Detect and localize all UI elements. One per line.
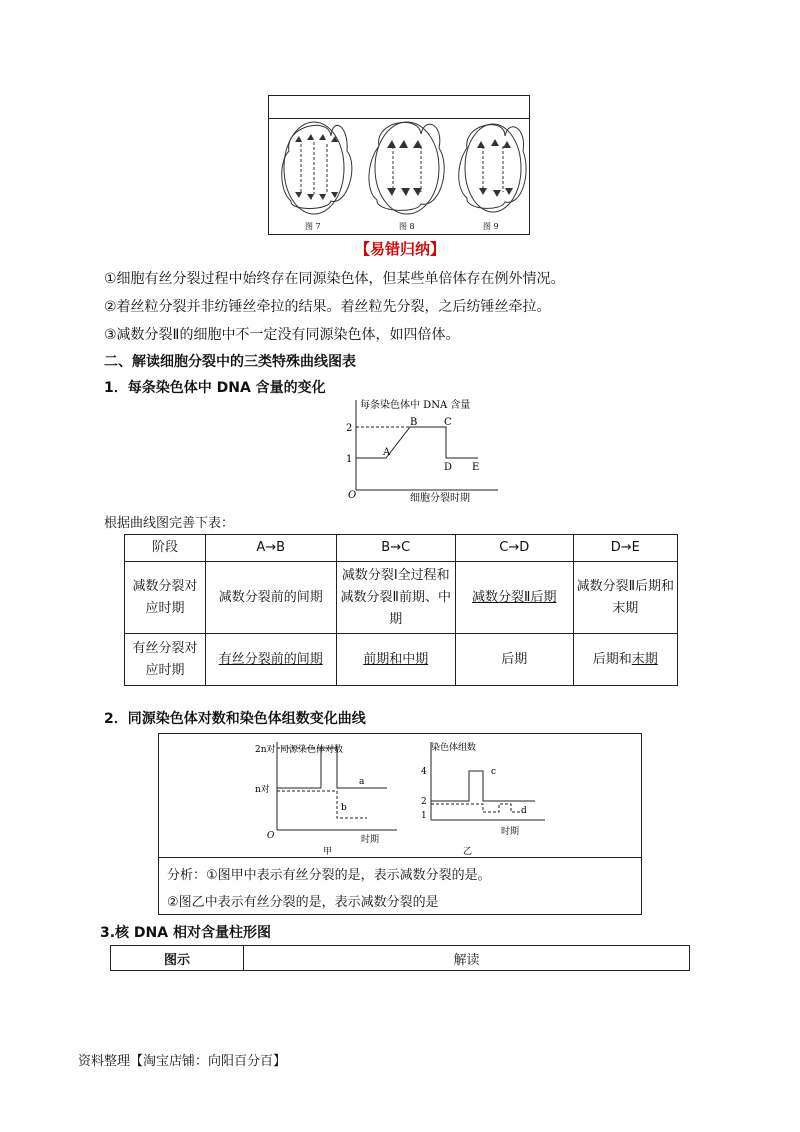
analysis-1: 分析：①图甲中表示有丝分裂的是，表示减数分裂的是。 [167, 868, 491, 883]
yi-tick-2: 2 [421, 797, 427, 807]
yi-xlabel: 时期 [501, 827, 520, 837]
yi-ylabel: 染色体组数 [431, 743, 477, 753]
yi-curve-c: c [491, 767, 497, 777]
header-ab: A→B [205, 535, 336, 562]
meiosis-ab: 减数分裂前的间期 [205, 562, 336, 634]
mitosis-bc: 前期和中期 [336, 634, 455, 686]
header-cd: C→D [455, 535, 573, 562]
table-intro: 根据曲线图完善下表： [104, 516, 235, 531]
point-e: E [472, 462, 480, 473]
graph1-ylabel: 每条染色体中 DNA 含量 [360, 400, 471, 411]
jia-curve-a: a [359, 777, 365, 787]
yi-caption: 乙 [463, 847, 473, 856]
jia-ylabel: 同源染色体对数 [280, 745, 344, 755]
section-2-heading: 二、解读细胞分裂中的三类特殊曲线图表 [104, 354, 356, 370]
note-2: ②着丝粒分裂并非纺锤丝牵拉的结果。着丝粒先分裂，之后纺锤丝牵拉。 [104, 299, 551, 315]
analysis-divider [159, 857, 641, 858]
row-mitosis-label: 有丝分裂对应时期 [125, 634, 206, 686]
subsection-2-heading: 2．同源染色体对数和染色体组数变化曲线 [104, 711, 366, 727]
point-b: B [410, 417, 418, 428]
jia-caption: 甲 [323, 847, 333, 856]
jia-curve-b: b [341, 803, 347, 813]
meiosis-de: 减数分裂Ⅱ后期和末期 [573, 562, 677, 634]
note-3: ③减数分裂Ⅱ的细胞中不一定没有同源染色体，如四倍体。 [104, 327, 460, 343]
mitosis-de-part2: 末期 [631, 651, 658, 667]
figure-label-8: 图 8 [399, 222, 415, 231]
graph1-origin: O [348, 490, 357, 501]
cell-division-figure [268, 95, 530, 235]
mitosis-de [573, 634, 677, 686]
graph-yi [417, 738, 547, 856]
note-1: ①细胞有丝分裂过程中始终存在同源染色体，但某些单倍体存在例外情况。 [104, 271, 565, 287]
jia-y-mid: n对 [255, 785, 270, 795]
jia-xlabel: 时期 [361, 835, 380, 845]
figure-label-7: 图 7 [305, 222, 321, 231]
meiosis-bc: 减数分裂Ⅰ全过程和减数分裂Ⅱ前期、中期 [336, 562, 455, 634]
meiosis-cd: 减数分裂Ⅱ后期 [455, 562, 573, 634]
graph1-tick-2: 2 [346, 423, 353, 434]
header-stage: 阶段 [125, 535, 206, 562]
subsection-3-heading: 3.核 DNA 相对含量柱形图 [100, 925, 271, 941]
col-interpretation: 解读 [244, 946, 690, 971]
graph1-tick-1: 1 [346, 454, 353, 465]
mitosis-de-part1: 后期和 [592, 651, 632, 667]
stage-table [124, 534, 678, 686]
mitosis-cd: 后期 [455, 634, 573, 686]
subsection-1-heading: 1．每条染色体中 DNA 含量的变化 [104, 380, 326, 396]
header-de: D→E [573, 535, 677, 562]
header-bc: B→C [336, 535, 455, 562]
cell-drawings [269, 96, 529, 234]
mitosis-ab: 有丝分裂前的间期 [205, 634, 336, 686]
dna-content-graph [340, 398, 500, 504]
dna-bar-table [110, 945, 690, 971]
figure-label-9: 图 9 [483, 222, 499, 231]
point-d: D [444, 462, 453, 473]
yi-tick-1: 1 [421, 811, 427, 821]
analysis-2: ②图乙中表示有丝分裂的是，表示减数分裂的是 [167, 895, 439, 910]
curves-box [158, 733, 642, 915]
point-c: C [444, 417, 452, 428]
yi-curve-d: d [521, 806, 527, 816]
yi-tick-4: 4 [421, 767, 427, 777]
common-errors-heading: 【易错归纳】 [354, 240, 445, 258]
col-figure: 图示 [111, 946, 244, 971]
graph-jia [249, 738, 399, 856]
point-a: A [383, 447, 391, 458]
jia-y-top: 2n对 [255, 745, 276, 755]
jia-origin: O [267, 831, 275, 841]
graph1-xlabel: 细胞分裂时期 [410, 493, 470, 504]
row-meiosis-label: 减数分裂对应时期 [125, 562, 206, 634]
footer-source: 资料整理【淘宝店铺：向阳百分百】 [78, 1054, 287, 1069]
